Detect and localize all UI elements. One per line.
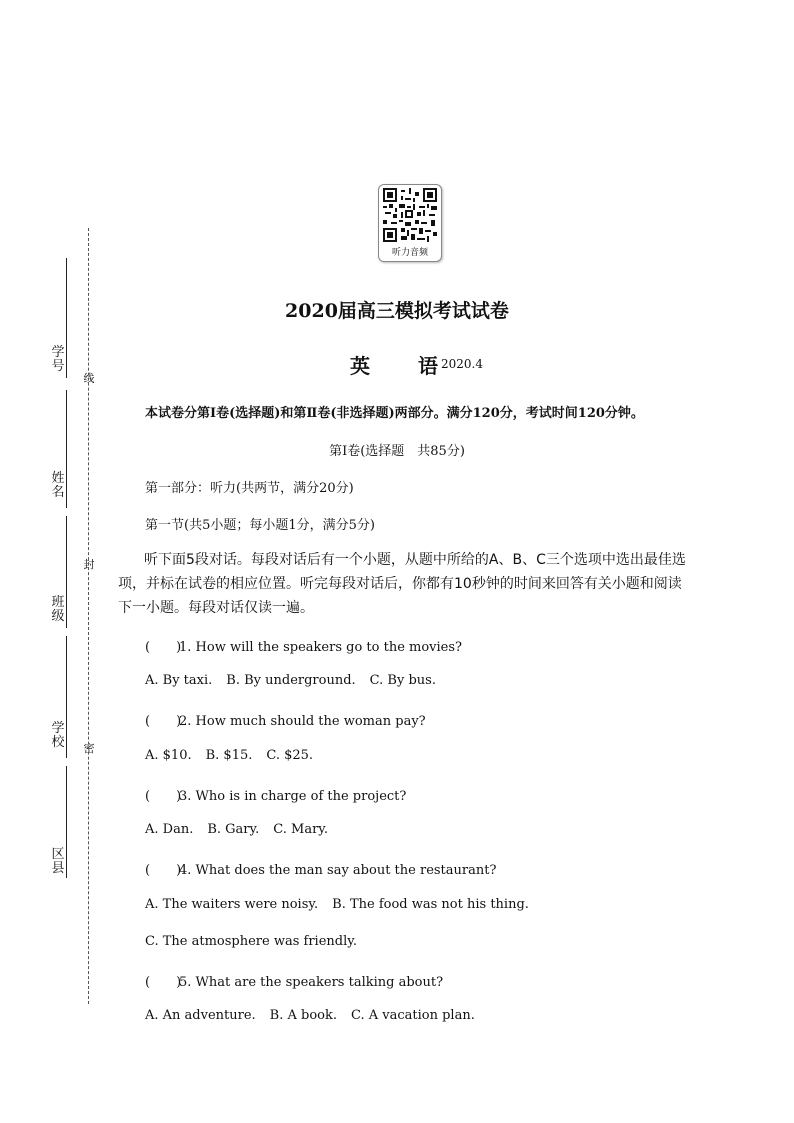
- option-b: B. A book.: [269, 1008, 337, 1023]
- question-text: 2. How much should the woman pay?: [179, 714, 426, 729]
- listening-instructions: 听下面5段对话。每段对话后有一个小题，从题中所给的A、B、C三个选项中选出最佳选项，并标在试卷的相应位置。听完每段对话后，你都有10秒钟的时间来回答有关小题和阅读下一小题。每段对话仅读一遍。: [118, 552, 686, 616]
- student-id-label: 学号: [51, 345, 65, 374]
- volume-heading: 第Ⅰ卷(选择题 共85分): [329, 444, 465, 459]
- question-3: [145, 785, 406, 804]
- school-line: [66, 636, 67, 758]
- district-line: [66, 766, 67, 878]
- binding-dashed-line: [88, 228, 89, 1004]
- qr-code-icon: [383, 188, 437, 242]
- district-label: 区县: [51, 847, 65, 876]
- question-text: 5. What are the speakers talking about?: [179, 975, 444, 990]
- name-label: 姓名: [51, 471, 65, 500]
- class-line: [66, 516, 67, 628]
- option-b: B. $15.: [205, 748, 253, 763]
- answer-blank[interactable]: ( ): [145, 714, 182, 729]
- seal-char-seal: 封: [83, 558, 95, 571]
- school-label: 学校: [51, 721, 65, 750]
- question-text: 4. What does the man say about the restaurant?: [179, 863, 497, 878]
- question-text: 3. Who is in charge of the project?: [179, 789, 407, 804]
- answer-blank[interactable]: ( ): [145, 863, 182, 878]
- option-a: A. An adventure.: [145, 1008, 256, 1023]
- question-text: 1. How will the speakers go to the movies?: [179, 640, 463, 655]
- option-a: A. By taxi.: [145, 673, 213, 688]
- qr-label: 听力音频: [391, 248, 428, 258]
- answer-blank[interactable]: ( ): [145, 789, 182, 804]
- option-a: A. Dan.: [145, 822, 194, 837]
- seal-char-secret: 密: [83, 742, 95, 755]
- option-b: B. Gary.: [207, 822, 260, 837]
- question-1: [145, 636, 462, 655]
- question-1-options: [145, 673, 450, 688]
- seal-char-line: 线: [83, 372, 95, 385]
- part-heading: 第一部分：听力(共两节，满分20分): [145, 481, 354, 496]
- question-4-options-row2: [145, 934, 371, 949]
- exam-title: 2020届高三模拟考试试卷: [285, 300, 509, 322]
- option-b: B. By underground.: [226, 673, 356, 688]
- question-4-options-row1: [145, 897, 543, 912]
- question-4: [145, 859, 496, 878]
- answer-blank[interactable]: ( ): [145, 975, 182, 990]
- option-c: C. By bus.: [369, 673, 436, 688]
- question-5-options: [145, 1008, 489, 1023]
- qr-code-card[interactable]: [378, 184, 442, 262]
- question-2-options: [145, 748, 327, 763]
- section-heading: 第一节(共5小题；每小题1分，满分5分): [145, 518, 375, 533]
- exam-intro: 本试卷分第Ⅰ卷(选择题)和第Ⅱ卷(非选择题)两部分。满分120分，考试时间120分钟。: [145, 406, 644, 421]
- subject-char-2: 语: [418, 354, 438, 378]
- subject-char-1: 英: [350, 354, 370, 378]
- option-a: A. The waiters were noisy.: [145, 897, 319, 912]
- option-b: B. The food was not his thing.: [332, 897, 529, 912]
- option-c: C. A vacation plan.: [351, 1008, 475, 1023]
- question-2: [145, 710, 426, 729]
- option-c: C. Mary.: [273, 822, 329, 837]
- question-3-options: [145, 822, 342, 837]
- exam-date: 2020.4: [441, 357, 483, 371]
- option-c: C. $25.: [266, 748, 314, 763]
- option-c: C. The atmosphere was friendly.: [145, 934, 358, 949]
- answer-blank[interactable]: ( ): [145, 640, 182, 655]
- question-5: [145, 971, 443, 990]
- option-a: A. $10.: [145, 748, 192, 763]
- class-label: 班级: [51, 595, 65, 624]
